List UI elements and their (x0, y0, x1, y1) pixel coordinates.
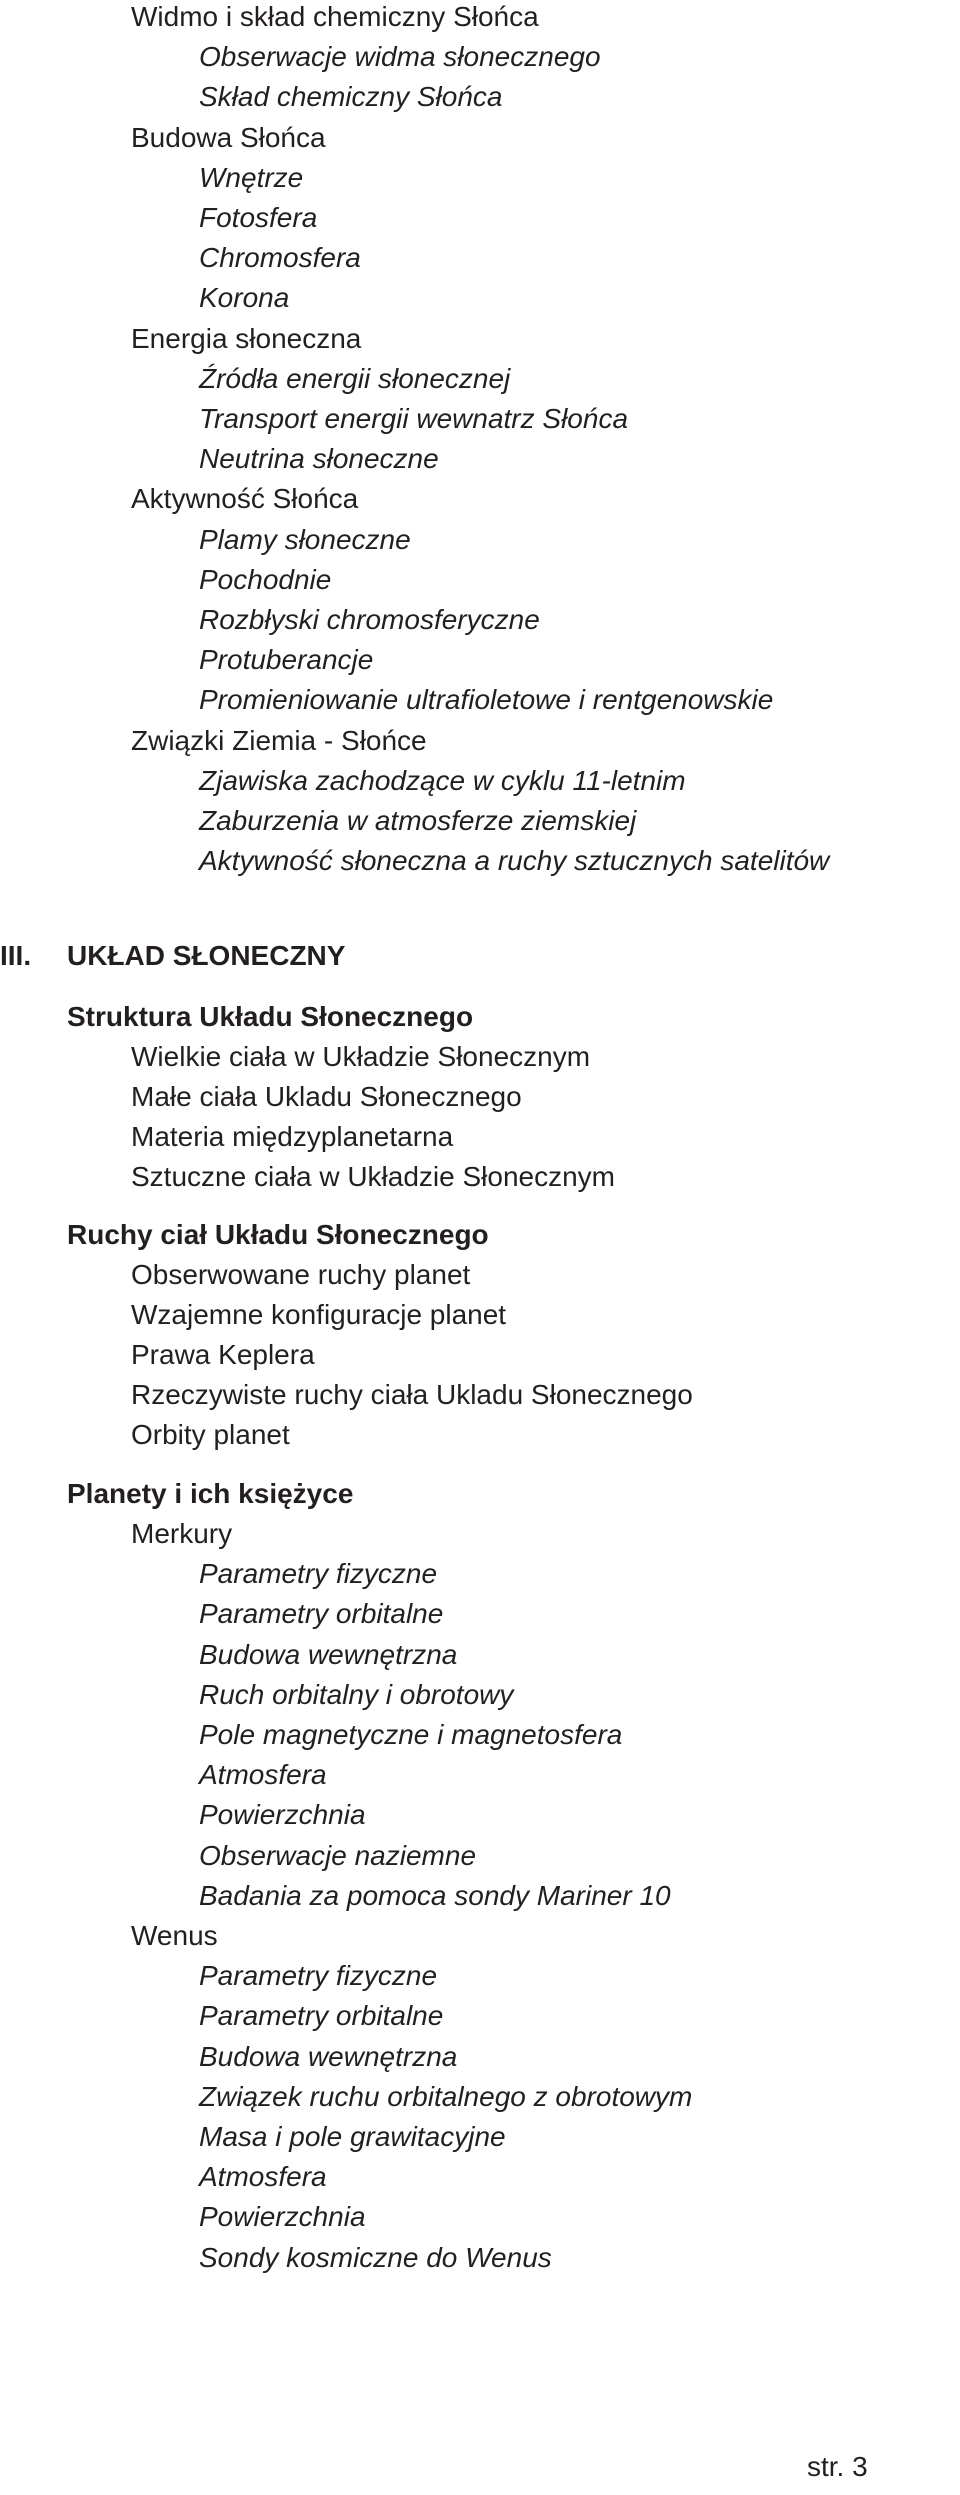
toc-subentry: Protuberancje (199, 644, 374, 676)
toc-subentry: Chromosfera (199, 242, 361, 274)
toc-subentry: Powierzchnia (199, 1799, 366, 1831)
toc-subentry: Aktywność słoneczna a ruchy sztucznych satelitów (199, 845, 830, 877)
toc-entry: Sztuczne ciała w Układzie Słonecznym (131, 1161, 615, 1192)
toc-subentry: Parametry orbitalne (199, 1598, 444, 1630)
toc-subentry: Pole magnetyczne i magnetosfera (199, 1719, 623, 1750)
toc-entry: Energia słoneczna (131, 322, 362, 354)
toc-subentry: Atmosfera (199, 1759, 327, 1791)
chapter-number: III. (0, 940, 32, 971)
toc-subentry: Powierzchnia (199, 2201, 366, 2233)
toc-subentry: Ruch orbitalny i obrotowy (199, 1678, 514, 1710)
toc-entry: Materia międzyplanetarna (131, 1121, 454, 1152)
toc-subentry: Obserwacje widma słonecznego (199, 41, 601, 73)
toc-subentry: Masa i pole grawitacyjne (199, 2121, 506, 2152)
toc-entry: Małe ciała Ukladu Słonecznego (131, 1081, 522, 1112)
toc-subentry: Wnętrze (199, 161, 304, 193)
toc-subentry: Fotosfera (199, 202, 318, 233)
toc-entry: Rzeczywiste ruchy ciała Ukladu Słonecznego (131, 1379, 693, 1410)
toc-entry: Obserwowane ruchy planet (131, 1259, 471, 1290)
toc-subentry: Promieniowanie ultrafioletowe i rentgenowskie (199, 684, 774, 716)
section-heading: Struktura Układu Słonecznego (67, 1001, 474, 1032)
toc-subentry: Parametry fizyczne (199, 1960, 438, 1992)
page-number: str. 3 (807, 2451, 868, 2482)
toc-subentry: Parametry orbitalne (199, 2000, 444, 2032)
toc-entry: Widmo i skład chemiczny Słońca (131, 1, 539, 32)
toc-subentry: Obserwacje naziemne (199, 1839, 477, 1871)
toc-subentry: Zjawiska zachodzące w cyklu 11-letnim (199, 764, 686, 796)
toc-subentry: Źródła energii słonecznej (199, 362, 511, 394)
toc-entry: Aktywność Słońca (131, 483, 359, 515)
toc-subentry: Budowa wewnętrzna (199, 2040, 458, 2072)
section-heading: Planety i ich księżyce (67, 1478, 354, 1509)
toc-subentry: Zaburzenia w atmosferze ziemskiej (199, 805, 637, 836)
toc-subentry: Sondy kosmiczne do Wenus (199, 2241, 552, 2273)
toc-subentry: Rozbłyski chromosferyczne (199, 604, 540, 635)
toc-entry: Wzajemne konfiguracje planet (131, 1299, 507, 1330)
toc-subentry: Parametry fizyczne (199, 1558, 438, 1590)
toc-subentry: Budowa wewnętrzna (199, 1638, 458, 1670)
toc-subentry: Badania za pomoca sondy Mariner 10 (199, 1879, 671, 1911)
toc-subentry: Atmosfera (199, 2161, 327, 2193)
toc-subentry: Skład chemiczny Słońca (199, 81, 503, 113)
toc-entry: Prawa Keplera (131, 1339, 315, 1370)
toc-subentry: Plamy słoneczne (199, 523, 411, 555)
chapter-title: UKŁAD SŁONECZNY (67, 940, 346, 971)
toc-subentry: Korona (199, 282, 290, 314)
toc-entry: Merkury (131, 1518, 233, 1549)
chapter-heading (0, 939, 345, 973)
toc-entry: Związki Ziemia - Słońce (131, 724, 427, 756)
toc-entry: Orbity planet (131, 1419, 290, 1450)
toc-entry: Wenus (131, 1920, 218, 1951)
section-heading: Ruchy ciał Układu Słonecznego (67, 1219, 489, 1250)
toc-entry: Wielkie ciała w Układzie Słonecznym (131, 1041, 591, 1072)
toc-subentry: Pochodnie (199, 563, 332, 595)
toc-subentry: Transport energii wewnatrz Słońca (199, 403, 629, 434)
toc-subentry: Neutrina słoneczne (199, 443, 439, 475)
toc-entry: Budowa Słońca (131, 121, 326, 153)
toc-subentry: Związek ruchu orbitalnego z obrotowym (199, 2080, 693, 2112)
